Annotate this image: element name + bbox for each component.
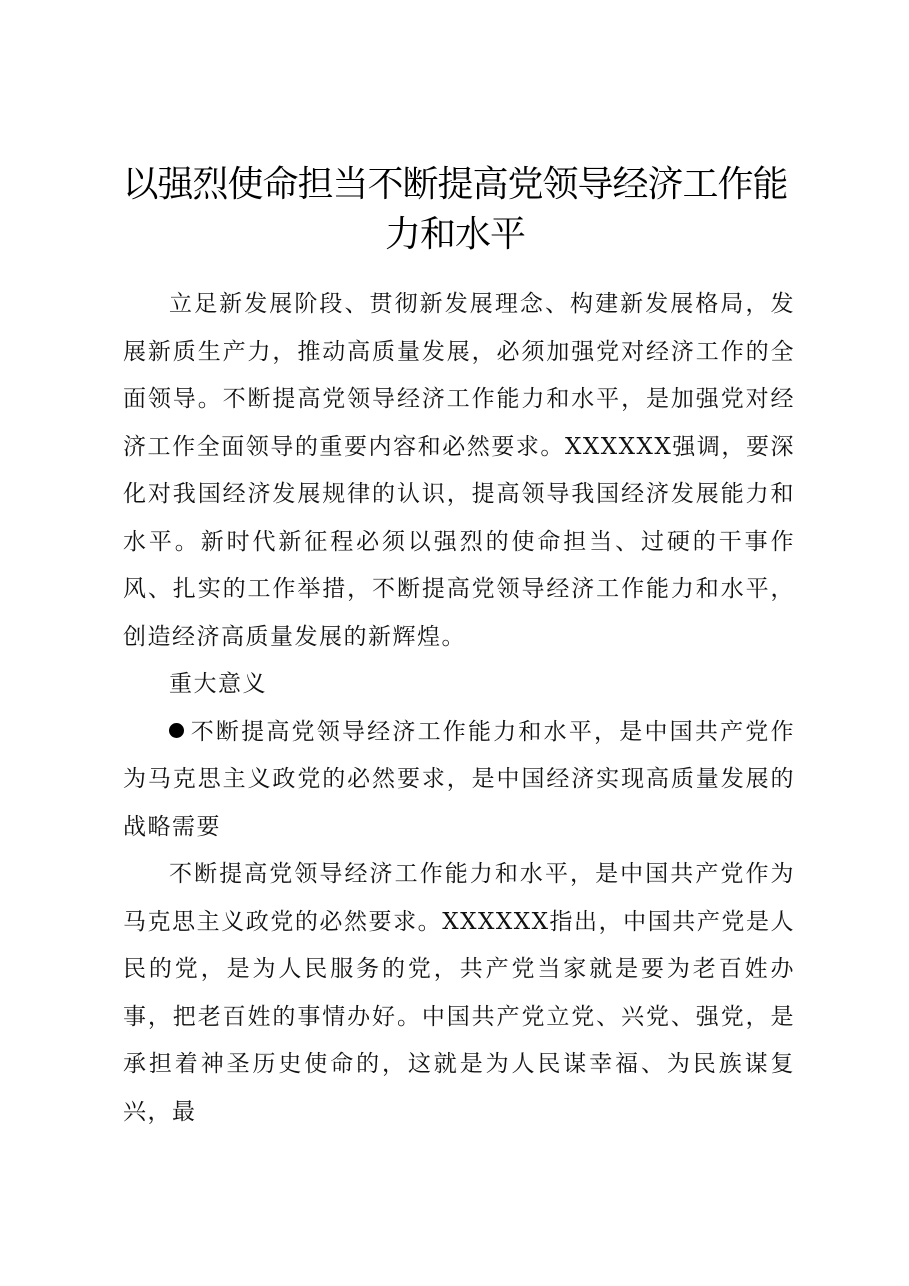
section-heading: 重大意义: [169, 671, 267, 697]
bullet-point: [123, 709, 795, 852]
intro-paragraph: 立足新发展阶段、贯彻新发展理念、构建新发展格局，发展新质生产力，推动高质量发展，必须加强党对经济工作的全面领导。不断提高党领导经济工作能力和水平，是加强党对经济工作全面领导的重要内容和必然要求。XXXXXX强调，要深化对我国经济发展规律的认识，提高领导我国经济发展能力和水平。新时代新征程必须以强烈的使命担当、过硬的干事作风、扎实的工作举措，不断提高党领导经济工作能力和水平，创造经济高质量发展的新辉煌。: [123, 291, 795, 650]
document-body: [123, 281, 795, 1136]
document-title: 以强烈使命担当不断提高党领导经济工作能力和水平: [122, 164, 788, 255]
bullet-icon: [169, 723, 184, 738]
bullet-text: 不断提高党领导经济工作能力和水平，是中国共产党作为马克思主义政党的必然要求，是中国经济实现高质量发展的战略需要: [123, 718, 795, 840]
body-paragraph: 不断提高党领导经济工作能力和水平，是中国共产党作为马克思主义政党的必然要求。XXXXXX指出，中国共产党是人民的党，是为人民服务的党，共产党当家就是要为老百姓办事，把老百姓的事情办好。中国共产党立党、兴党、强党，是承担着神圣历史使命的，这就是为人民谋幸福、为民族谋复兴，最: [123, 861, 795, 1125]
